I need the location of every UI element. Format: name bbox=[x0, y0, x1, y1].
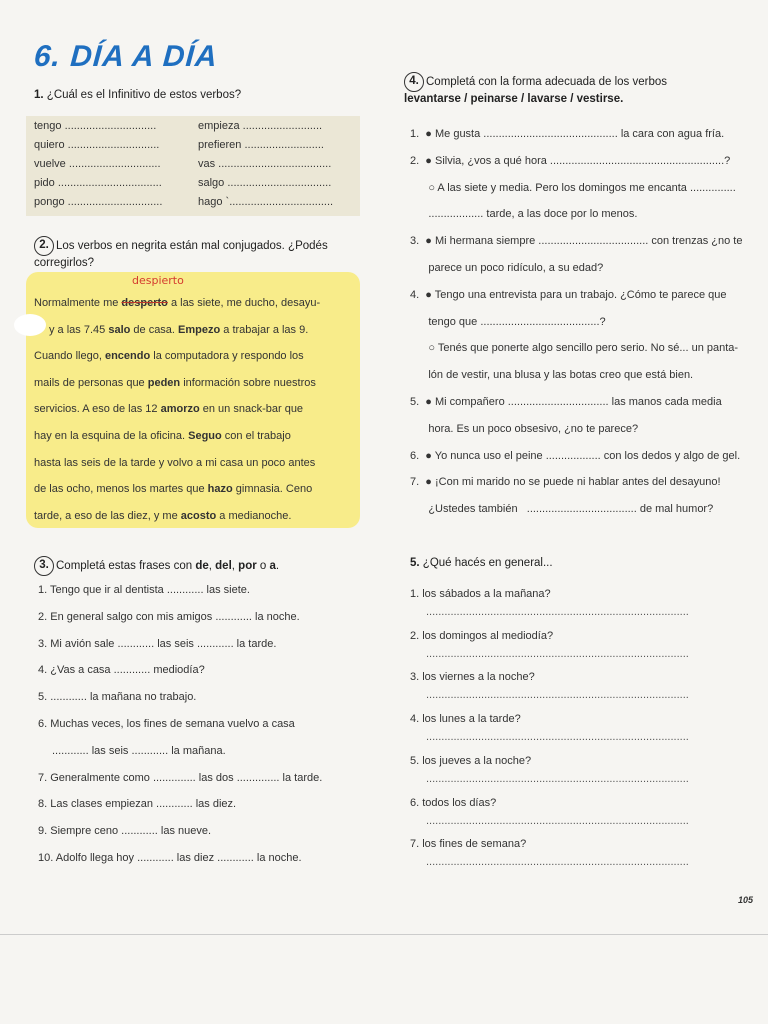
paragraph-text: en un snack-bar que bbox=[199, 403, 304, 416]
verb-item: pongo ............................... bbox=[34, 196, 163, 208]
ex5-question: ¿Qué hacés en general... bbox=[422, 557, 553, 569]
ex4-line: tengo que .......................................? bbox=[410, 315, 606, 328]
question-item: 1. los sábados a la mañana? bbox=[410, 588, 551, 600]
sentence-item: 5. ............ la mañana no trabajo. bbox=[38, 691, 197, 704]
wrong-verb: Seguo bbox=[188, 429, 222, 442]
verb-item: pido .................................. bbox=[34, 177, 162, 189]
sentence-item: 8. Las clases empiezan ............ las diez. bbox=[38, 798, 237, 811]
sentence-item: 6. Muchas veces, los fines de semana vuelvo a casa bbox=[38, 718, 295, 730]
ex2-question-line2: corregirlos? bbox=[34, 257, 95, 269]
ex4-line: 6. ● Yo nunca uso el peine .................. con los dedos y algo de gel. bbox=[410, 449, 741, 462]
verb-item: hago `.................................. bbox=[198, 196, 334, 208]
paragraph-text: Cuando llego, bbox=[34, 350, 105, 363]
ex3-q-de: de bbox=[195, 560, 209, 573]
wrong-verb: amorzo bbox=[160, 403, 200, 416]
ex4-line: 2. ● Silvia, ¿vos a qué hora .........................................................? bbox=[410, 154, 731, 167]
question-item: 6. todos los días? bbox=[410, 796, 497, 809]
paragraph-line bbox=[34, 450, 356, 477]
crossed-out-verb: desperto bbox=[121, 297, 168, 309]
sentence-item: ............ las seis ............ la mañana. bbox=[52, 744, 226, 757]
paragraph-text: y a las 7.45 bbox=[49, 323, 109, 336]
ex3-q-por: por bbox=[238, 560, 257, 573]
ex3-number: 3. bbox=[34, 556, 54, 576]
ex3-q-sep: , bbox=[208, 560, 216, 573]
paragraph-line bbox=[34, 476, 356, 503]
ex4-line: 1. ● Me gusta ............................................ la cara con agua fría. bbox=[410, 128, 725, 140]
paragraph-text: información sobre nuestros bbox=[180, 376, 316, 389]
ex4-line: lón de vestir, una blusa y las botas creo que está bien. bbox=[410, 369, 694, 382]
answer-line: ...................................................................................... bbox=[426, 772, 689, 785]
ex4-line: ○ A las siete y media. Pero los domingos me encanta ............... bbox=[410, 181, 736, 194]
paragraph-line bbox=[34, 290, 356, 317]
paragraph-text: de casa. bbox=[130, 323, 179, 336]
paragraph-line bbox=[34, 343, 356, 370]
ex1-header bbox=[34, 88, 241, 103]
ex4-line: parece un poco ridículo, a su edad? bbox=[410, 262, 604, 274]
wrong-verb: salo bbox=[108, 323, 131, 336]
ex4-number: 4. bbox=[404, 72, 424, 92]
sentence-item: 2. En general salgo con mis amigos ............ la noche. bbox=[38, 610, 300, 623]
answer-line: ...................................................................................... bbox=[426, 647, 689, 660]
paragraph-text: hasta las seis de la tarde y volvo a mi casa un poco antes bbox=[34, 456, 316, 469]
paragraph-line bbox=[34, 370, 356, 397]
wrong-verb: acosto bbox=[180, 509, 217, 522]
page-title: 6. DÍA A DÍA bbox=[32, 40, 219, 73]
paragraph-text: mails de personas que bbox=[34, 376, 148, 389]
sentence-item: 1. Tengo que ir al dentista ............ las siete. bbox=[38, 584, 250, 596]
sentence-item: 4. ¿Vas a casa ............ mediodía? bbox=[38, 664, 205, 677]
sentence-item: 10. Adolfo llega hoy ............ las diez ............ la noche. bbox=[38, 852, 302, 864]
sentence-item: 9. Siempre ceno ............ las nueve. bbox=[38, 825, 212, 838]
punch-hole bbox=[14, 314, 46, 336]
ex1-question: ¿Cuál es el Infinitivo de estos verbos? bbox=[46, 89, 242, 101]
verb-item: vuelve .............................. bbox=[34, 158, 161, 170]
ex4-line: hora. Es un poco obsesivo, ¿no te parece? bbox=[410, 422, 639, 435]
paragraph-text: a trabajar a las 9. bbox=[220, 323, 309, 336]
ex3-q-a: a bbox=[269, 560, 276, 573]
answer-line: ...................................................................................... bbox=[426, 689, 689, 702]
paragraph-line bbox=[34, 423, 356, 450]
wrong-verb: hazo bbox=[207, 483, 233, 496]
ex2-header bbox=[34, 236, 328, 271]
paragraph-text: hay en la esquina de la oficina. bbox=[34, 429, 189, 442]
paragraph-text: gimnasia. Ceno bbox=[232, 483, 313, 496]
verb-item: salgo .................................. bbox=[198, 177, 332, 189]
ex3-q-sep: o bbox=[256, 560, 270, 573]
ex2-question-line1: Los verbos en negrita están mal conjugados. ¿Podés bbox=[56, 240, 328, 253]
sentence-item: 3. Mi avión sale ............ las seis ............ la tarde. bbox=[38, 637, 277, 650]
page-number: 105 bbox=[738, 895, 754, 905]
paragraph-text: tarde, a eso de las diez, y me bbox=[34, 509, 181, 522]
paragraph-text: servicios. A eso de las 12 bbox=[34, 403, 161, 416]
ex4-line: 5. ● Mi compañero ................................. las manos cada media bbox=[410, 396, 722, 408]
question-item: 4. los lunes a la tarde? bbox=[410, 713, 521, 726]
wrong-verb: Empezo bbox=[178, 323, 221, 336]
ex4-line: 7. ● ¡Con mi marido no se puede ni hablar antes del desayuno! bbox=[410, 476, 721, 489]
page-edge-line bbox=[0, 934, 768, 935]
ex4-line: ¿Ustedes también .................................... de mal humor? bbox=[410, 503, 714, 516]
ex4-line: .................. tarde, a las doce por lo menos. bbox=[410, 208, 638, 221]
question-item: 7. los fines de semana? bbox=[410, 838, 527, 851]
ex4-line: 3. ● Mi hermana siempre .................................... con trenzas ¿no te bbox=[410, 235, 743, 248]
answer-line: ...................................................................................... bbox=[426, 856, 689, 869]
ex4-question-line1: Completá con la forma adecuada de los verbos bbox=[426, 76, 668, 89]
paragraph-line bbox=[34, 396, 356, 423]
paragraph-line bbox=[34, 317, 356, 344]
wrong-verb: peden bbox=[147, 376, 181, 389]
handwritten-correction: despierto bbox=[132, 274, 184, 287]
ex3-q-end: . bbox=[275, 560, 280, 573]
verb-item: quiero .............................. bbox=[34, 139, 160, 151]
verb-item: vas ..................................... bbox=[198, 158, 332, 170]
paragraph-text: la computadora y respondo los bbox=[150, 350, 304, 363]
ex5-header bbox=[410, 556, 553, 571]
ex2-paragraph bbox=[34, 290, 356, 529]
ex4-header bbox=[404, 72, 667, 107]
paragraph-text: con el trabajo bbox=[221, 429, 291, 442]
question-item: 2. los domingos al mediodía? bbox=[410, 629, 554, 642]
sentence-item: 7. Generalmente como .............. las dos .............. la tarde. bbox=[38, 771, 323, 784]
verb-item: prefieren .......................... bbox=[198, 139, 324, 151]
ex2-number: 2. bbox=[34, 236, 54, 256]
ex4-question-line2: levantarse / peinarse / lavarse / vestirse. bbox=[404, 93, 624, 105]
wrong-verb: encendo bbox=[104, 350, 151, 363]
paragraph-text: Normalmente me bbox=[34, 297, 122, 309]
verb-item: empieza .......................... bbox=[198, 120, 323, 132]
ex3-q-sep: , bbox=[231, 560, 239, 573]
paragraph-text: a medianoche. bbox=[216, 509, 292, 522]
ex5-number: 5. bbox=[410, 557, 420, 569]
ex3-question-pre: Completá estas frases con bbox=[56, 560, 196, 573]
paragraph-text: a las siete, me ducho, desayu- bbox=[167, 297, 321, 309]
paragraph-text: de las ocho, menos los martes que bbox=[34, 483, 208, 496]
answer-line: ...................................................................................... bbox=[426, 731, 689, 744]
paragraph-line bbox=[34, 503, 356, 530]
answer-line: ...................................................................................... bbox=[426, 814, 689, 827]
ex1-number: 1. bbox=[34, 89, 44, 101]
ex3-q-del: del bbox=[215, 560, 232, 573]
ex3-header bbox=[34, 556, 279, 576]
question-item: 5. los jueves a la noche? bbox=[410, 754, 532, 767]
verb-item: tengo .............................. bbox=[34, 120, 157, 132]
answer-line: ...................................................................................... bbox=[426, 606, 689, 618]
ex4-line: ○ Tenés que ponerte algo sencillo pero serio. No sé... un panta- bbox=[410, 342, 739, 355]
ex4-line: 4. ● Tengo una entrevista para un trabajo. ¿Cómo te parece que bbox=[410, 288, 727, 301]
question-item: 3. los viernes a la noche? bbox=[410, 671, 535, 684]
